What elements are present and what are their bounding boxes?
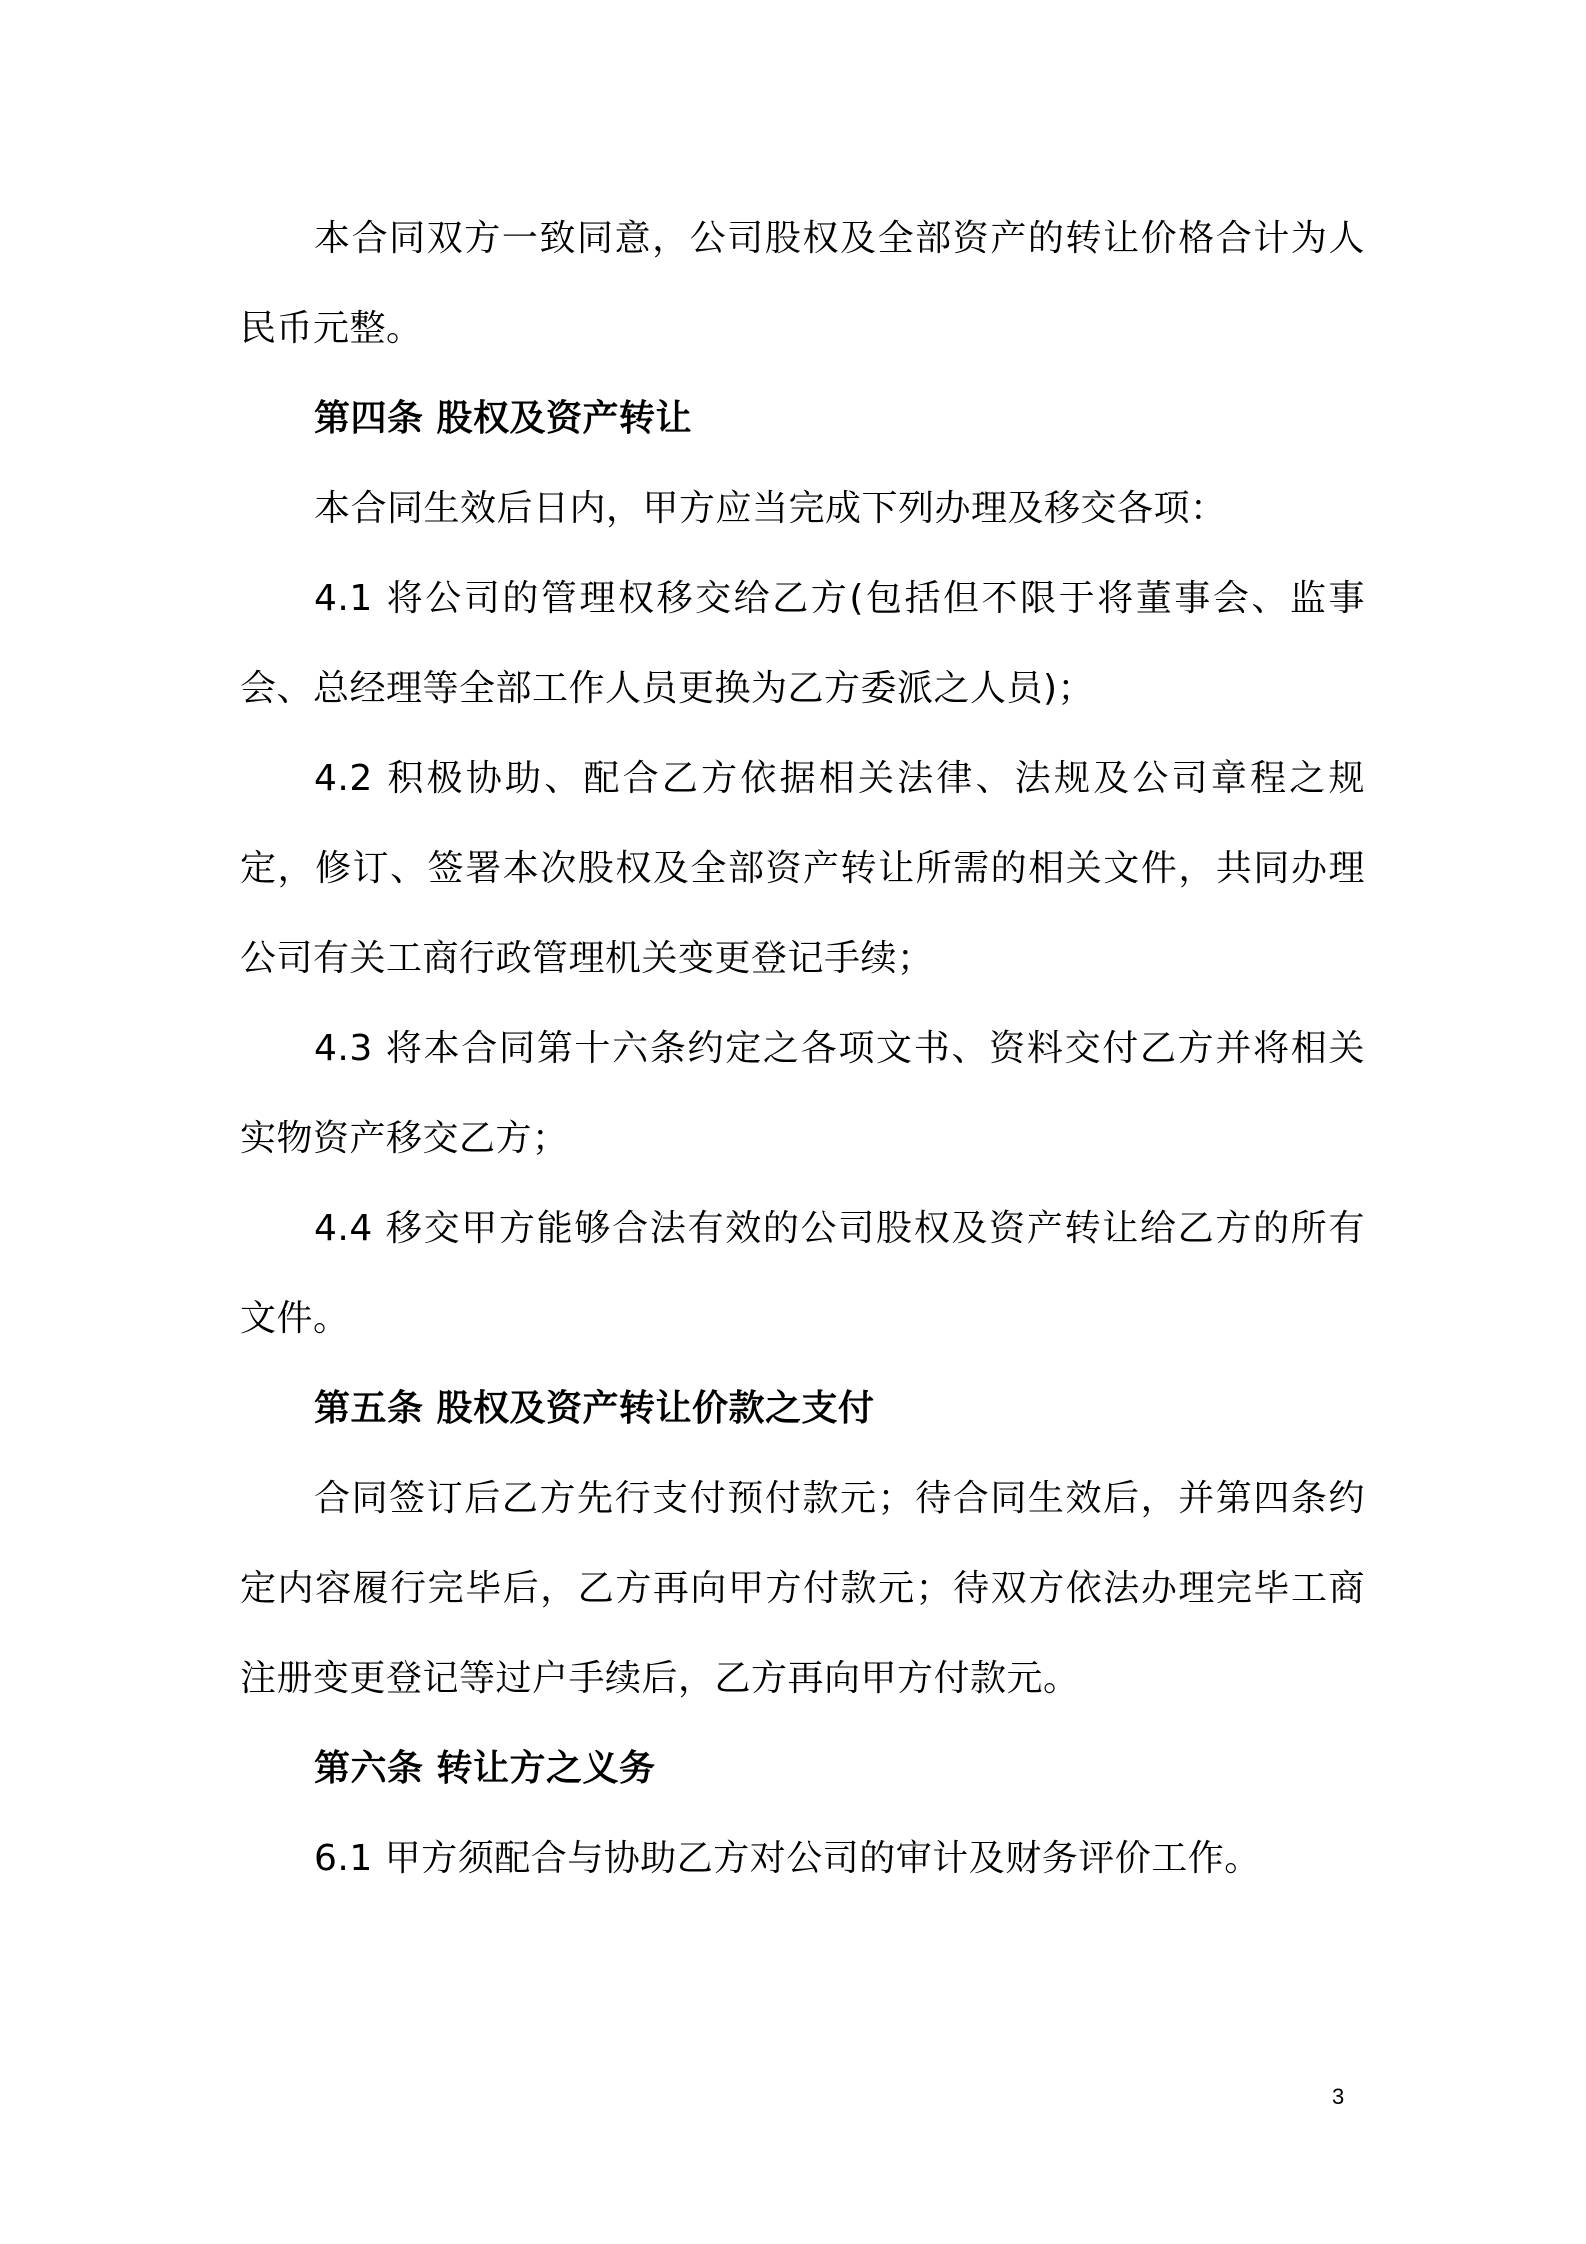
- paragraph-article-5-payment: 合同签订后乙方先行支付预付款元；待合同生效后，并第四条约定内容履行完毕后，乙方再向甲方付款元；待双方依法办理完毕工商注册变更登记等过户手续后，乙方再向甲方付款元。: [240, 1478, 1365, 1699]
- paragraph-6-1: 6.1 甲方须配合与协助乙方对公司的审计及财务评价工作。: [314, 1838, 1261, 1879]
- paragraph-article-4-intro: 本合同生效后日内，甲方应当完成下列办理及移交各项：: [314, 488, 1227, 529]
- paragraph-4-3: 4.3 将本合同第十六条约定之各项文书、资料交付乙方并将相关实物资产移交乙方；: [240, 1028, 1365, 1159]
- paragraph-4-2: 4.2 积极协助、配合乙方依据相关法律、法规及公司章程之规定，修订、签署本次股权及全部资产转让所需的相关文件，共同办理公司有关工商行政管理机关变更登记手续；: [240, 758, 1365, 979]
- paragraph-4-4: 4.4 移交甲方能够合法有效的公司股权及资产转让给乙方的所有文件。: [240, 1208, 1365, 1339]
- heading-article-6: 第六条 转让方之义务: [314, 1748, 656, 1789]
- heading-article-5: 第五条 股权及资产转让价款之支付: [314, 1388, 875, 1429]
- page-number: 3: [1332, 2084, 1345, 2109]
- heading-article-4: 第四条 股权及资产转让: [314, 398, 693, 439]
- document-body: [240, 194, 1365, 1904]
- paragraph-4-1: 4.1 将公司的管理权移交给乙方(包括但不限于将董事会、监事会、总经理等全部工作人员更换为乙方委派之人员)；: [240, 578, 1365, 709]
- paragraph-price: 本合同双方一致同意，公司股权及全部资产的转让价格合计为人民币元整。: [240, 218, 1365, 349]
